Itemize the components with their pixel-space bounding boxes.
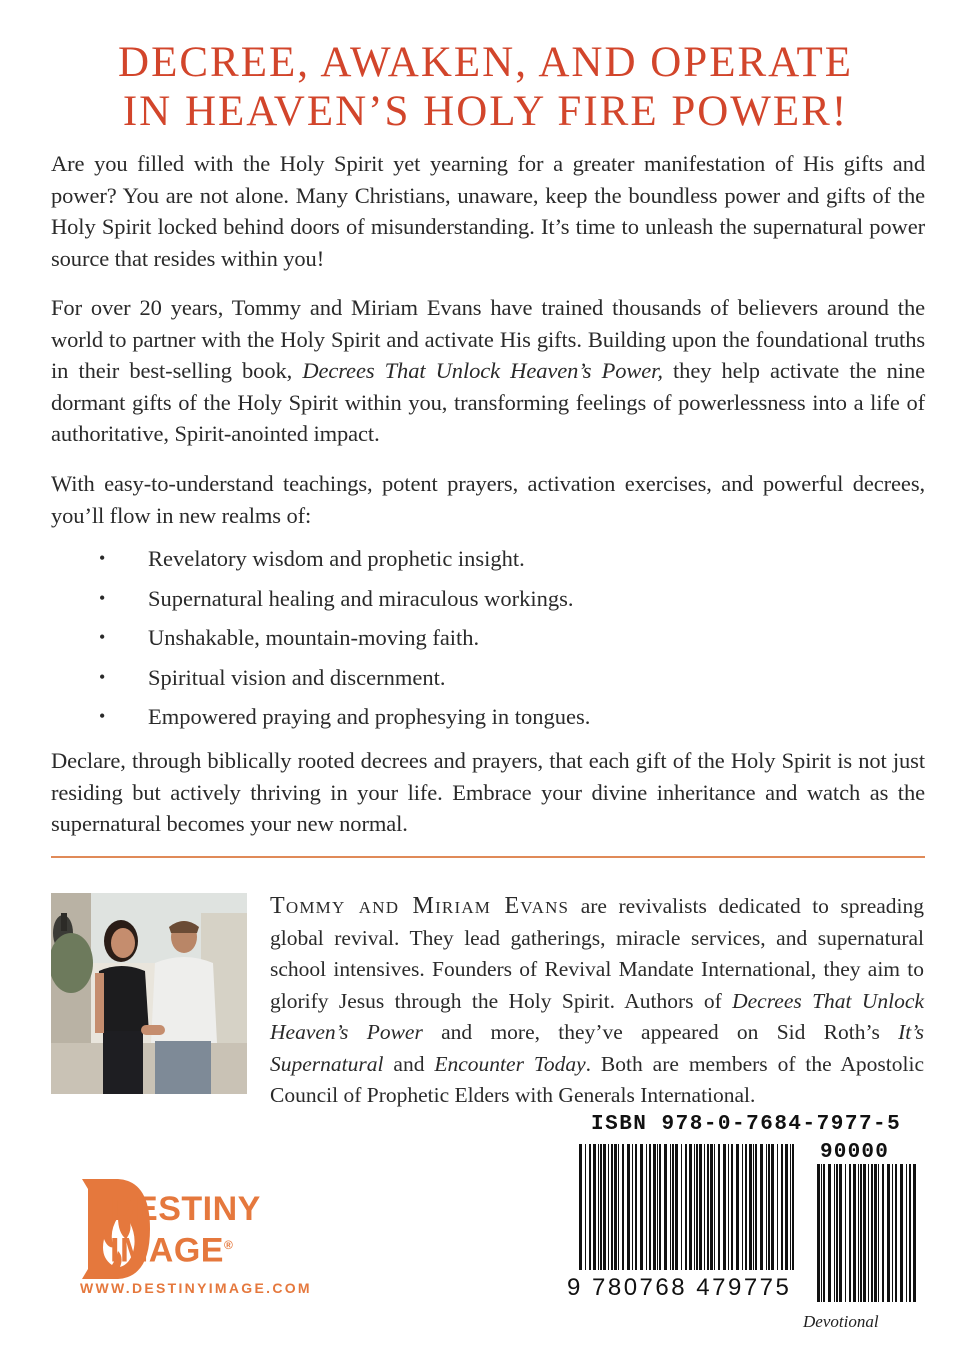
list-item [51,618,925,658]
benefits-list [51,539,925,737]
bullet-icon: • [99,666,106,687]
list-item-text: Unshakable, mountain-moving faith. [148,625,480,650]
publisher-name-line-1: DESTINY [110,1190,261,1228]
bullet-icon: • [99,627,106,647]
section-divider [51,856,925,858]
list-item [51,658,925,698]
isbn-barcode-bars [579,1144,794,1270]
book-title: Decrees That Unlock Heaven’s Power, [302,358,663,383]
list-item-text: Spiritual vision and discernment. [148,664,446,690]
bio-text-4: . Both are members of the Apostolic Council of Prophetic Elders with Generals International. [270,1051,925,1107]
list-item-text: Revelatory wisdom and prophetic insight. [148,546,525,571]
author-names: Tommy and Miriam Evans [270,893,570,919]
bio-text-1: are revivalists dedicated to spreading global revival. They lead gatherings, miracle services, and supernatural school intensives. Founders of Revival Mandate International, they aim to glorify Jesus through the Holy Spirit. Authors of [270,894,924,1013]
author-photo [51,893,247,1094]
headline [0,38,971,136]
intro-paragraph: Are you filled with the Holy Spirit yet yearning for a greater manifestation of His gifts and power? You are not alone. Many Christians, unaware, keep the boundless power and gifts of the Holy Spirit locked behind doors of misunderstanding. It’s time to unleash the supernatural power source that resides within you! [51,151,925,271]
price-barcode-bars [817,1164,916,1302]
list-item [51,579,925,619]
bio-show-1: It’s Supernatural [270,1020,925,1076]
list-item-text: Empowered praying and prophesying in tongues. [148,704,591,729]
features-intro-paragraph: With easy-to-understand teachings, potent prayers, activation exercises, and powerful decrees, you’ll flow in new realms of: [51,471,925,528]
bio-book-title: Decrees That Unlock Heaven’s Power [270,988,924,1044]
bio-show-2: Encounter Today [434,1051,586,1076]
publisher-url: WWW.DESTINYIMAGE.COM [80,1280,312,1296]
bullet-icon: • [99,548,106,568]
publisher-name-line-2 [110,1227,261,1268]
bullet-icon: • [99,706,106,726]
isbn-label: ISBN 978-0-7684-7977-5 [591,1113,902,1136]
isbn-digits: 9 780768 479775 [567,1274,792,1301]
closing-paragraph: Declare, through biblically rooted decrees and prayers, that each gift of the Holy Spirit is not just residing but actively thriving in your life. Embrace your divine inheritance and watch as the supernatural becomes your new normal. [51,748,925,836]
list-item-text: Supernatural healing and miraculous workings. [148,585,574,611]
trademark-symbol: ® [223,1238,234,1252]
history-text-a: For over 20 years, Tommy and Miriam Evans have trained thousands of believers around the world to partner with the Holy Spirit and activate His gifts. Building upon the foundational truths in their best-selling book, [51,295,925,383]
bio-text-2: and more, they’ve appeared on Sid Roth’s [422,1020,899,1044]
genre-label: Devotional [803,1312,879,1331]
publisher-name-line-2-text: IMAGE [110,1231,224,1270]
history-text-b: they help activate the nine dormant gifts of the Holy Spirit within you, transforming feelings of powerlessness into a life of authoritative, Spirit-anointed impact. [51,358,925,446]
headline-line-1: DECREE, AWAKEN, AND OPERATE [118,39,853,86]
headline-line-2: IN HEAVEN’S HOLY FIRE POWER! [122,88,849,135]
bullet-icon: • [99,587,106,608]
price-code: 90000 [820,1141,890,1164]
publisher-name [110,1191,261,1268]
list-item [51,697,925,737]
bio-text-3: and [383,1051,435,1076]
author-bio [270,891,924,1112]
list-item [51,539,925,579]
history-paragraph [51,292,925,450]
